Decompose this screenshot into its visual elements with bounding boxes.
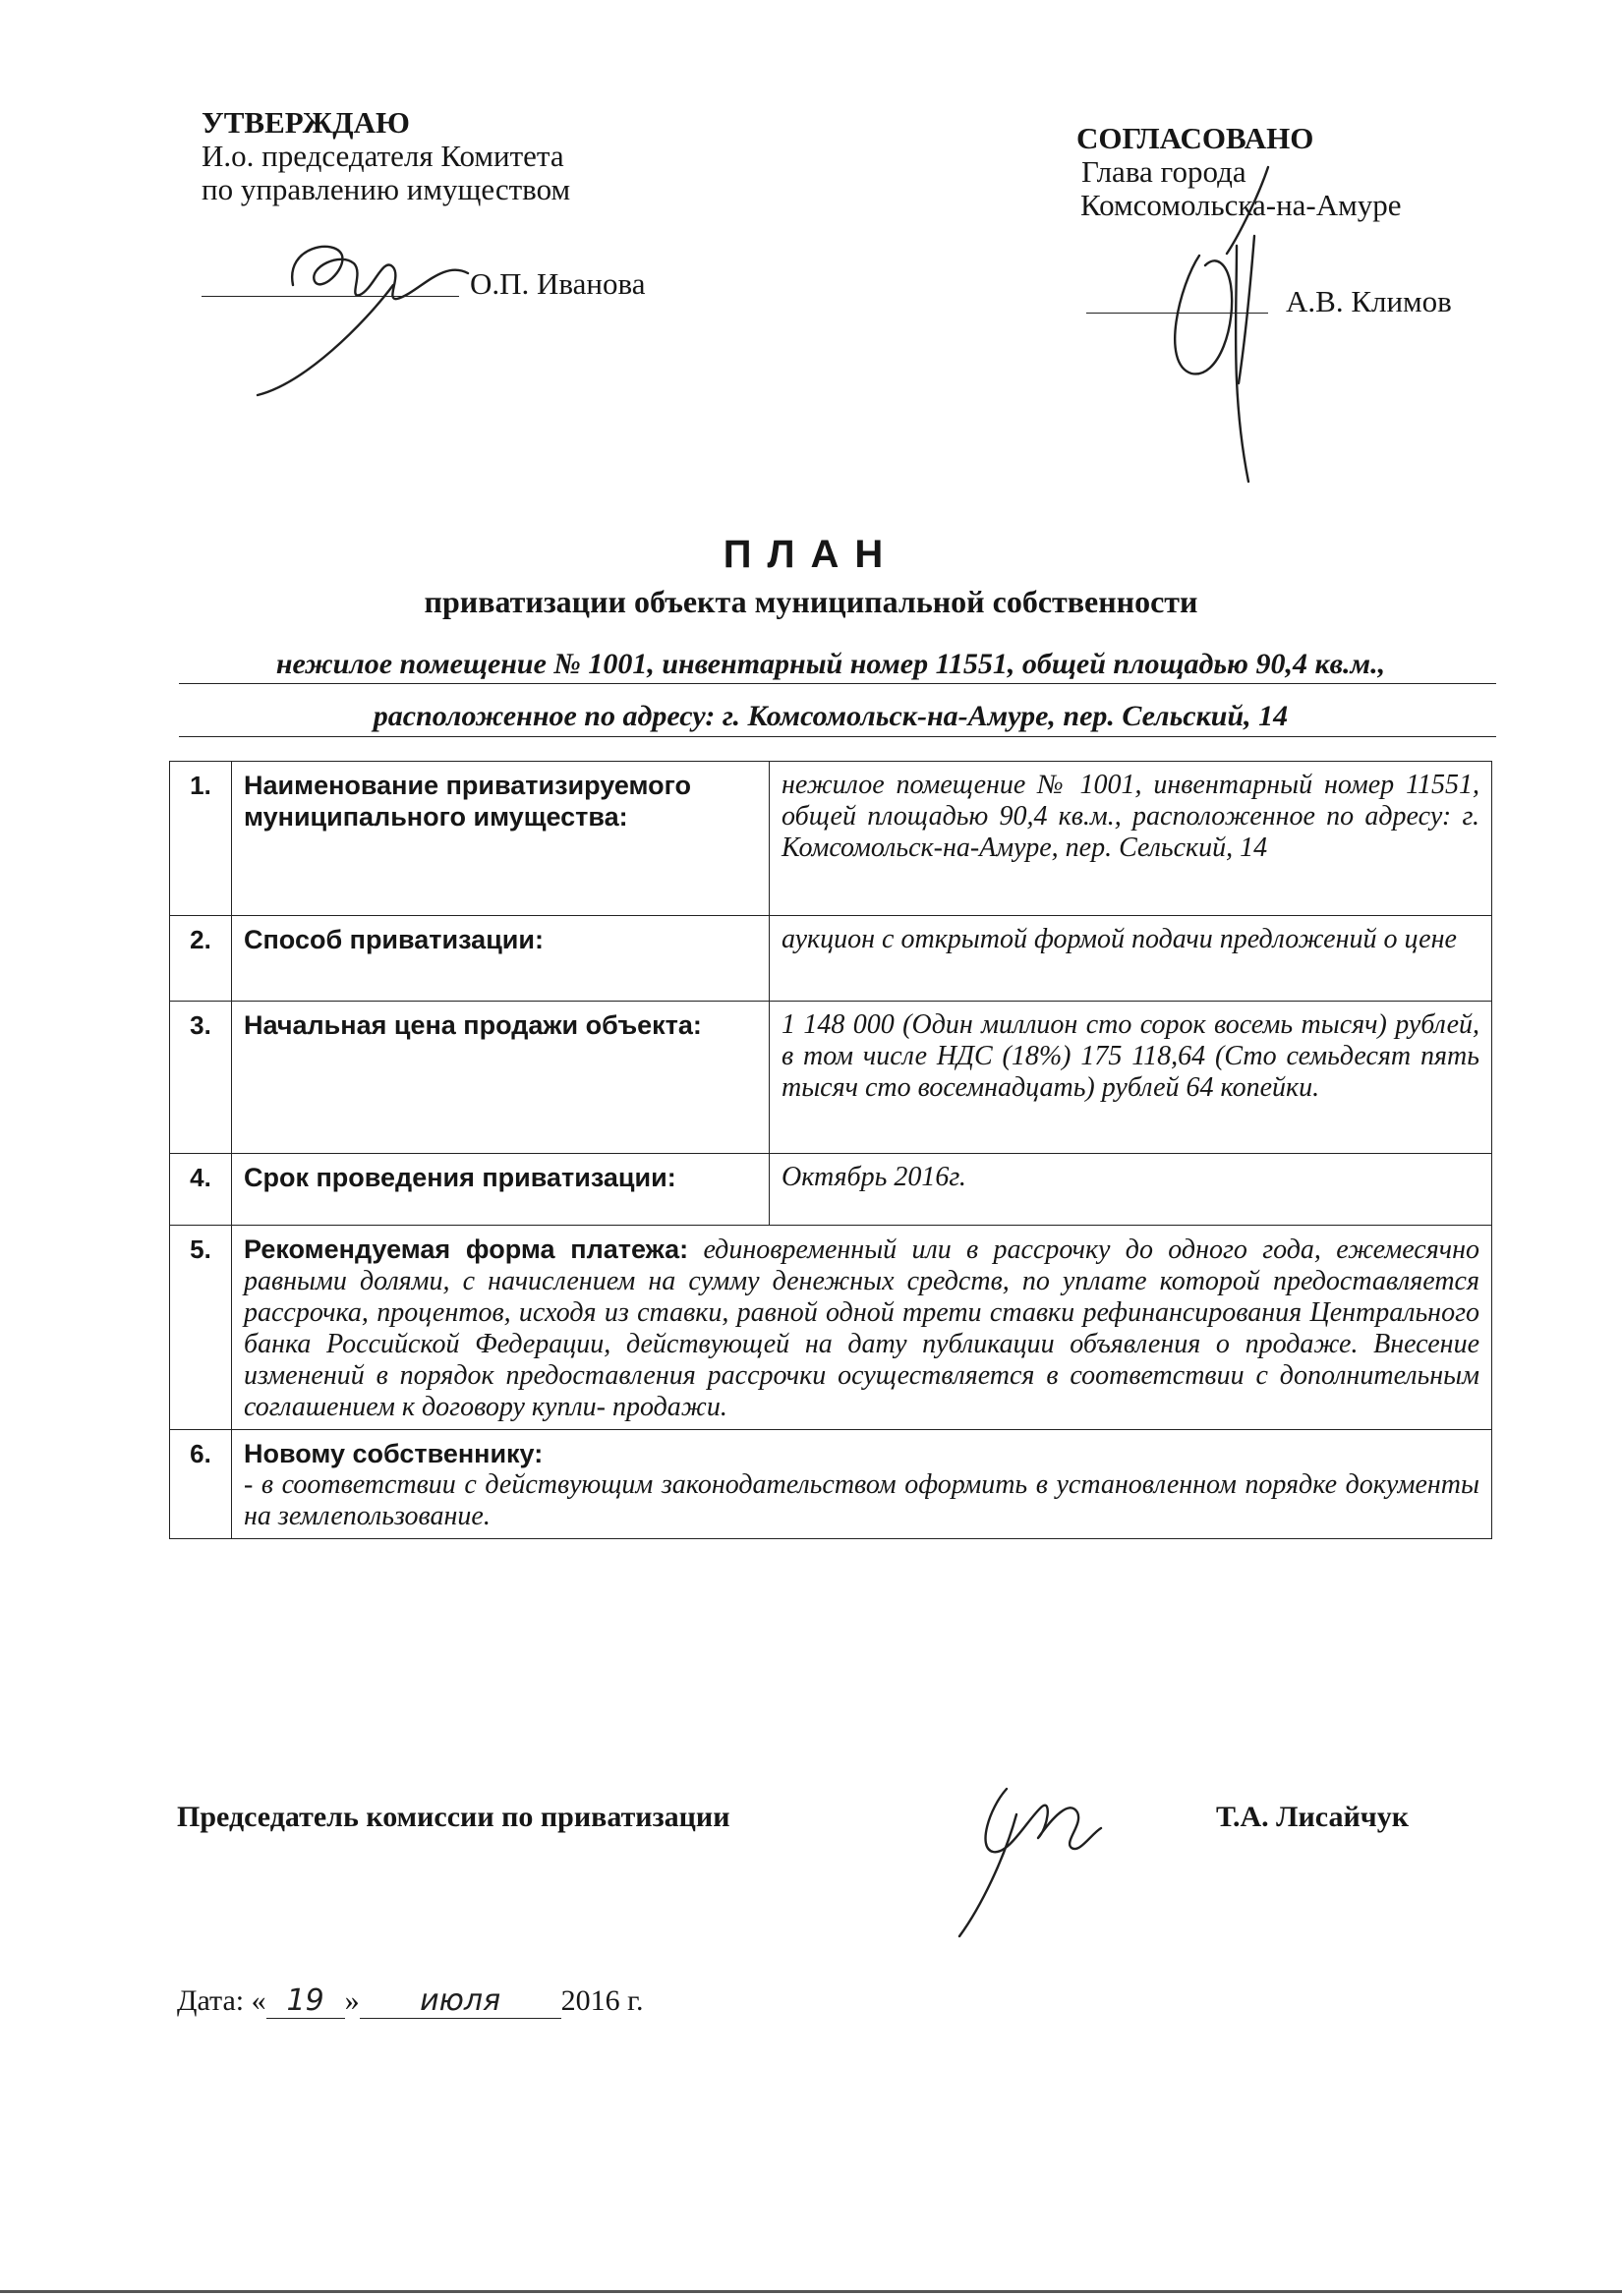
table-row <box>170 1226 1492 1430</box>
row-value: Октябрь 2016г. <box>770 1154 1492 1226</box>
approve-signatory-name: О.П. Иванова <box>470 266 646 301</box>
agree-heading: СОГЛАСОВАНО <box>1076 121 1314 155</box>
document-subtitle: приватизации объекта муниципальной собственности <box>424 584 1198 619</box>
date-prefix: Дата: « <box>177 1984 266 2017</box>
scan-edge-line <box>0 2290 1622 2293</box>
approve-position-line2: по управлению имуществом <box>202 172 571 206</box>
row-wide-cell <box>232 1430 1492 1539</box>
date-day: 19 <box>266 1983 345 2019</box>
approval-block-left <box>202 106 570 206</box>
object-description-line2: расположенное по адресу: г. Комсомольск-на-Амуре, пер. Сельский, 14 <box>373 700 1289 732</box>
object-underline-2 <box>179 736 1496 737</box>
row-label: Способ приватизации: <box>232 916 770 1002</box>
row-number: 6. <box>170 1430 232 1539</box>
table-row <box>170 1430 1492 1539</box>
row-number: 1. <box>170 762 232 916</box>
privatization-plan-table <box>169 761 1492 1539</box>
row-value: - в соответствии с действующим законодательством оформить в установленном порядке документы на землепользование. <box>244 1469 1479 1531</box>
table-row <box>170 762 1492 916</box>
chairman-name: Т.А. Лисайчук <box>1216 1801 1409 1833</box>
table-row <box>170 916 1492 1002</box>
date-separator: » <box>344 1984 360 2017</box>
row-number: 2. <box>170 916 232 1002</box>
row-label: Начальная цена продажи объекта: <box>232 1002 770 1154</box>
chairman-label: Председатель комиссии по приватизации <box>177 1801 730 1833</box>
row-value: 1 148 000 (Один миллион сто сорок восемь тысяч) рублей, в том числе НДС (18%) 175 118,64 (Сто семьдесят пять тысяч сто восемнадцать) рублей 64 копейки. <box>770 1002 1492 1154</box>
agree-position-line2: Комсомольска-на-Амуре <box>1080 188 1402 222</box>
approve-position-line1: И.о. председателя Комитета <box>202 139 564 173</box>
row-label: Срок проведения приватизации: <box>232 1154 770 1226</box>
approve-heading: УТВЕРЖДАЮ <box>202 105 410 140</box>
document-date <box>177 1983 644 2019</box>
object-underline-1 <box>179 683 1496 684</box>
row-label: Наименование приватизируемого муниципального имущества: <box>232 762 770 916</box>
table-row <box>170 1154 1492 1226</box>
signature-ivanova-icon <box>246 216 501 413</box>
row-number: 5. <box>170 1226 232 1430</box>
object-description-line1: нежилое помещение № 1001, инвентарный номер 11551, общей площадью 90,4 кв.м., <box>275 648 1386 680</box>
row-number: 3. <box>170 1002 232 1154</box>
signature-lisaychuk-icon <box>954 1779 1111 1946</box>
row-wide-cell <box>232 1226 1492 1430</box>
row-number: 4. <box>170 1154 232 1226</box>
signature-klimov-icon <box>1121 138 1317 491</box>
document-title: ПЛАН <box>723 533 899 576</box>
date-year: 2016 г. <box>560 1984 644 2017</box>
table-row <box>170 1002 1492 1154</box>
row-value: аукцион с открытой формой подачи предложений о цене <box>770 916 1492 1002</box>
row-value: нежилое помещение № 1001, инвентарный номер 11551, общей площадью 90,4 кв.м., расположенное по адресу: г. Комсомольск-на-Амуре, пер. Сельский, 14 <box>770 762 1492 916</box>
agree-position-line1: Глава города <box>1081 154 1246 189</box>
row-value: единовременный или в рассрочку до одного года, ежемесячно равными долями, с начислением на сумму денежных средств, по уплате которой предоставляется рассрочка, процентов, исходя из ставки, равной одной трети ставки рефинансирования Центрального банка Российской Федерации, действующей на дату публикации объявления о продаже. Внесение изменений в порядок предоставления рассрочки осуществляется в соответствии с дополнительным соглашением к договору купли- продажи. <box>244 1234 1479 1422</box>
date-month: июля <box>360 1983 561 2019</box>
row-label: Рекомендуемая форма платежа: <box>244 1234 689 1264</box>
agree-signatory-name: А.В. Климов <box>1286 284 1452 318</box>
row-label: Новому собственнику: <box>244 1439 544 1468</box>
